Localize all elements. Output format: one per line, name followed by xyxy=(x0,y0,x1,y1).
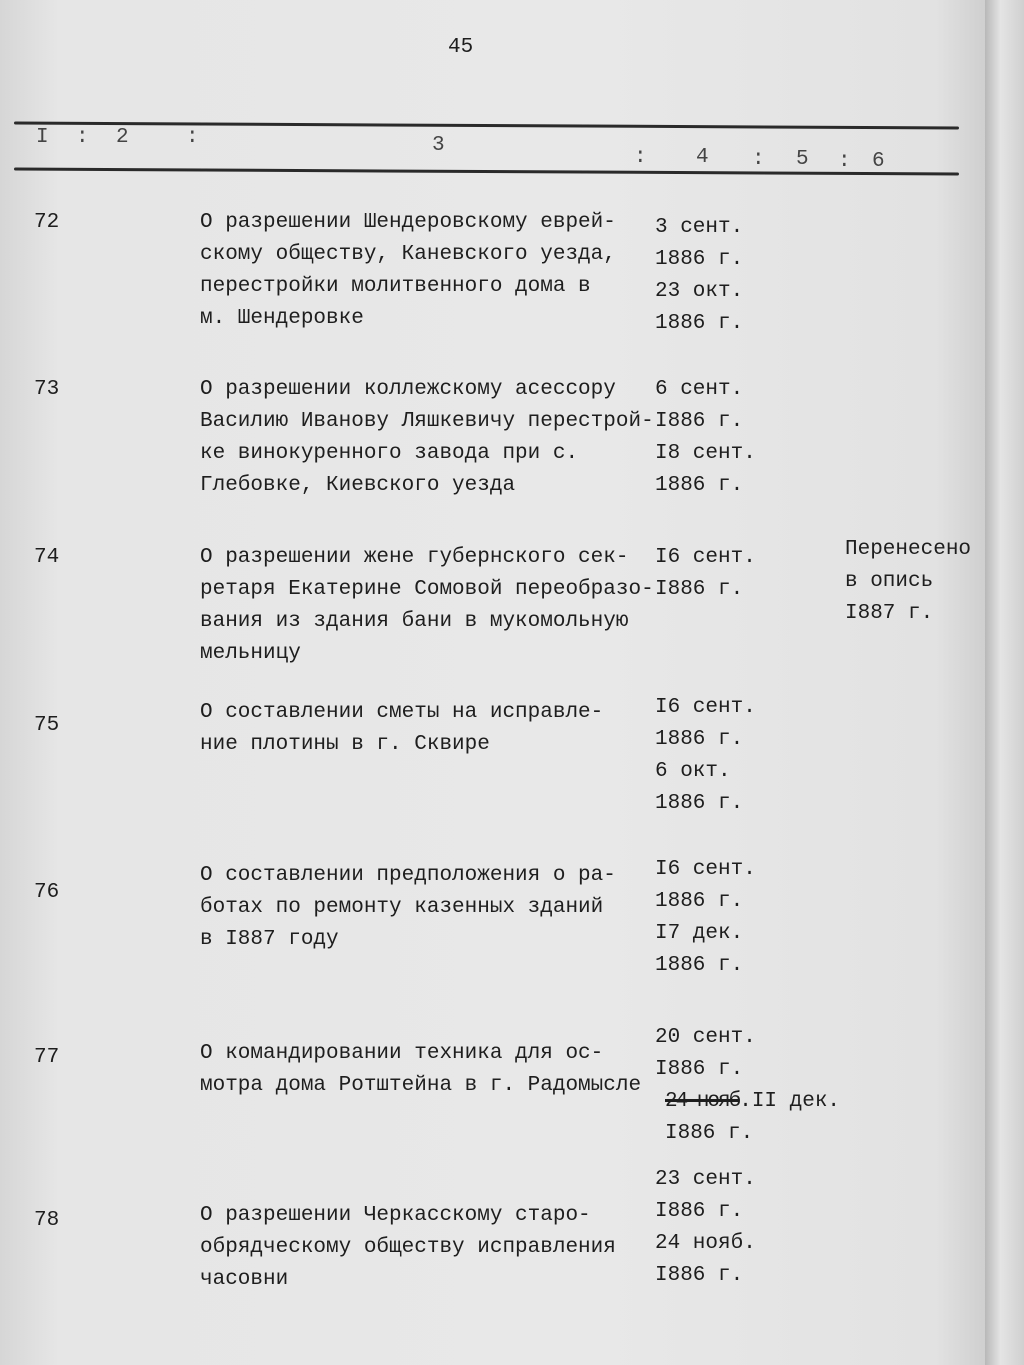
column-header-4: 4 xyxy=(696,146,709,169)
entry-date: 6 окт. xyxy=(655,760,731,783)
entry-date: I8 сент. xyxy=(655,442,756,465)
entry-number: 78 xyxy=(34,1209,60,1232)
entry-title-line: О составлении сметы на исправле- xyxy=(200,701,604,724)
struck-date: 24 нояб xyxy=(665,1090,740,1113)
column-header-2: 2 xyxy=(116,126,129,149)
entry-date: 3 сент. xyxy=(655,216,744,239)
entry-number: 75 xyxy=(34,714,60,737)
entry-number: 76 xyxy=(34,881,60,904)
entry-note: I887 г. xyxy=(845,602,934,625)
entry-title-line: вания из здания бани в мукомольную xyxy=(200,610,629,633)
column-separator: : xyxy=(634,146,647,169)
entry-date: 1886 г. xyxy=(655,248,744,271)
entry-date: 1886 г. xyxy=(655,474,744,497)
entry-title-line: О разрешении жене губернского сек- xyxy=(200,546,629,569)
entry-title-line: часовни xyxy=(200,1268,289,1291)
entry-date: I886 г. xyxy=(655,1200,744,1223)
entry-title-line: О командировании техника для ос- xyxy=(200,1042,604,1065)
entry-title-line: О разрешении Черкасскому старо- xyxy=(200,1204,591,1227)
entry-number: 73 xyxy=(34,378,60,401)
entry-title-line: О разрешении Шендеровскому еврей- xyxy=(200,211,616,234)
entry-date: 23 окт. xyxy=(655,280,744,303)
entry-date: I6 сент. xyxy=(655,696,756,719)
entry-title-line: ке винокуренного завода при с. xyxy=(200,442,579,465)
entry-date: I6 сент. xyxy=(655,546,756,569)
entry-title-line: ние плотины в г. Сквире xyxy=(200,733,490,756)
entry-date: I886 г. xyxy=(665,1122,754,1145)
entry-date: I886 г. xyxy=(655,578,744,601)
entry-date: 1886 г. xyxy=(655,312,744,335)
entry-note: в опись xyxy=(845,570,934,593)
entry-number: 77 xyxy=(34,1046,60,1069)
entry-title-line: в I887 году xyxy=(200,928,339,951)
page-number: 45 xyxy=(448,36,474,59)
entry-date: 23 сент. xyxy=(655,1168,756,1191)
entry-title-line: ретаря Екатерине Сомовой переобразо- xyxy=(200,578,654,601)
entry-date-corrected xyxy=(665,1086,840,1118)
entry-date: 24 нояб. xyxy=(655,1232,756,1255)
entry-date: 1886 г. xyxy=(655,890,744,913)
column-separator: : xyxy=(186,126,199,149)
page-edge xyxy=(985,0,1024,1365)
entry-title-line: О составлении предположения о ра- xyxy=(200,864,616,887)
entry-title-line: перестройки молитвенного дома в xyxy=(200,275,591,298)
entry-title-line: м. Шендеровке xyxy=(200,307,364,330)
entry-title-line: Василию Иванову Ляшкевичу перестрой- xyxy=(200,410,654,433)
entry-date: 1886 г. xyxy=(655,954,744,977)
entry-note: Перенесено xyxy=(845,538,972,561)
entry-title-line: мельницу xyxy=(200,642,301,665)
entry-title-line: Глебовке, Киевского уезда xyxy=(200,474,516,497)
column-header-1: I xyxy=(36,126,49,149)
entry-title-line: ботах по ремонту казенных зданий xyxy=(200,896,604,919)
column-separator: : xyxy=(838,150,851,173)
column-separator: : xyxy=(752,148,765,171)
entry-date: I886 г. xyxy=(655,1264,744,1287)
entry-date: I886 г. xyxy=(655,410,744,433)
column-header-6: 6 xyxy=(872,150,885,173)
entry-date: I6 сент. xyxy=(655,858,756,881)
entry-date: 1886 г. xyxy=(655,728,744,751)
entry-number: 74 xyxy=(34,546,60,569)
entry-number: 72 xyxy=(34,211,60,234)
entry-date: 6 сент. xyxy=(655,378,744,401)
column-separator: : xyxy=(76,126,89,149)
entry-title-line: мотра дома Ротштейна в г. Радомысле xyxy=(200,1074,642,1097)
column-header-3: 3 xyxy=(432,134,445,157)
corrected-date: .II дек. xyxy=(739,1090,841,1113)
entry-date: 1886 г. xyxy=(655,792,744,815)
entry-title-line: скому обществу, Каневского уезда, xyxy=(200,243,616,266)
entry-date: 20 сент. xyxy=(655,1026,756,1049)
entry-date: I7 дек. xyxy=(655,922,744,945)
entry-date: I886 г. xyxy=(655,1058,744,1081)
entry-title-line: О разрешении коллежскому асессору xyxy=(200,378,616,401)
entry-title-line: обрядческому обществу исправления xyxy=(200,1236,616,1259)
column-header-5: 5 xyxy=(796,148,809,171)
